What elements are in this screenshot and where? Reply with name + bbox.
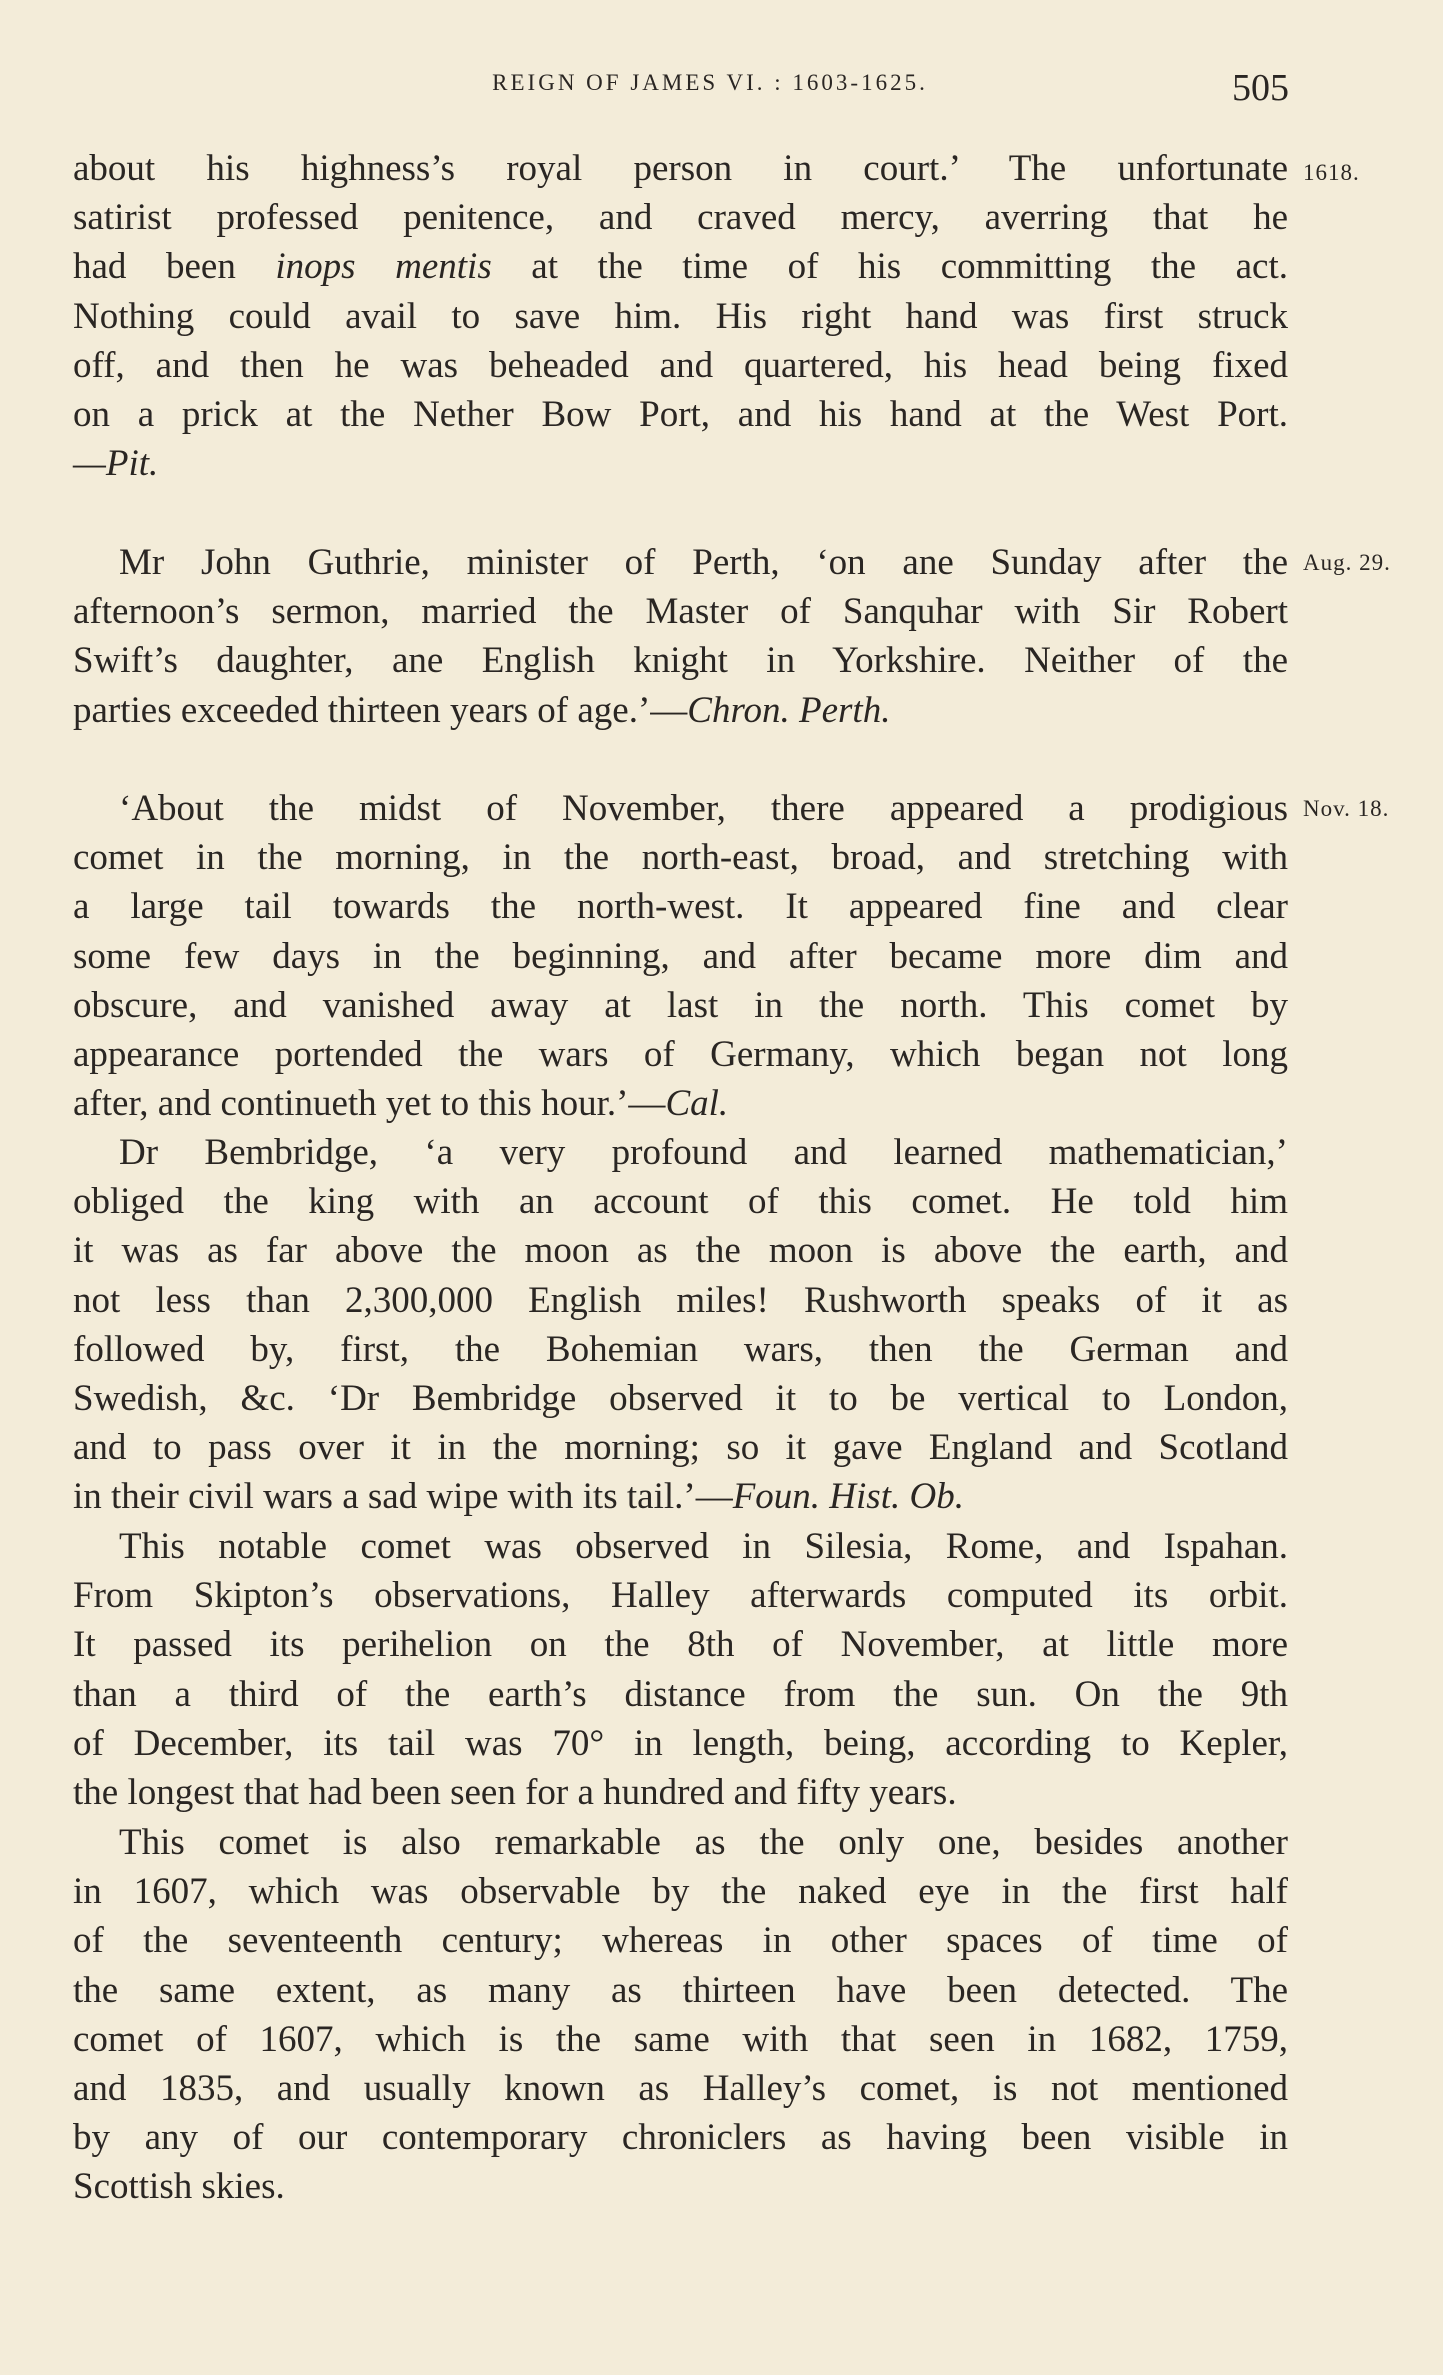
text-line: the same extent, as many as thirteen have been detected. The: [73, 1969, 1288, 2011]
text-line: Mr John Guthrie, minister of Perth, ‘on ane Sunday after the: [119, 542, 1288, 583]
margin-note-nov: Nov. 18.: [1303, 796, 1390, 821]
source-citation: Chron. Perth.: [687, 689, 891, 731]
text-line: of the seventeenth century; whereas in other spaces of time of: [73, 1920, 1288, 1962]
text-line: followed by, first, the Bohemian wars, then the German and: [73, 1328, 1288, 1370]
paragraph-3: [73, 784, 1288, 1128]
text-line: by any of our contemporary chroniclers as having been visible in: [73, 2117, 1288, 2159]
text-line: This comet is also remarkable as the only one, besides another: [119, 1822, 1288, 1863]
source-citation: Foun. Hist. Ob.: [732, 1476, 964, 1518]
text-line: of December, its tail was 70° in length, being, according to Kepler,: [73, 1722, 1288, 1764]
page-number: 505: [1232, 67, 1289, 109]
text-line: appearance portended the wars of Germany, which began not long: [73, 1034, 1288, 1076]
text-run: at the time of his committing the act.: [491, 246, 1289, 288]
text-line: about his highness’s royal person in court.’ The unfortunate: [73, 148, 1288, 189]
text-line: From Skipton’s observations, Halley afterwards computed its orbit.: [73, 1575, 1288, 1617]
text-line: satirist professed penitence, and craved mercy, averring that he: [73, 197, 1288, 239]
text-line: some few days in the beginning, and after became more dim and: [73, 935, 1288, 977]
text-line: afternoon’s sermon, married the Master of Sanquhar with Sir Robert: [73, 591, 1288, 633]
text-line: not less than 2,300,000 English miles! Rushworth speaks of it as: [73, 1279, 1288, 1321]
source-citation: Cal.: [665, 1083, 729, 1125]
paragraph-2: [73, 538, 1288, 735]
paragraph-5: [73, 1522, 1288, 1817]
text-line: comet in the morning, in the north-east, broad, and stretching with: [73, 837, 1288, 879]
text-line: the longest that had been seen for a hundred and fifty years.: [73, 1772, 957, 1814]
text-run: after, and continueth yet to this hour.’—: [73, 1083, 666, 1125]
italic-text: inops mentis: [275, 246, 492, 288]
text-line: [73, 242, 1288, 291]
text-line: on a prick at the Nether Bow Port, and his hand at the West Port.: [73, 394, 1288, 436]
text-line: Swedish, &c. ‘Dr Bembridge observed it to be vertical to London,: [73, 1378, 1288, 1420]
text-line: This notable comet was observed in Silesia, Rome, and Ispahan.: [119, 1526, 1288, 1567]
text-line: ‘About the midst of November, there appeared a prodigious: [119, 788, 1288, 829]
text-run: had been: [73, 246, 276, 288]
text-run: in their civil wars a sad wipe with its tail.’—: [73, 1476, 733, 1518]
text-line: Nothing could avail to save him. His right hand was first struck: [73, 295, 1288, 337]
text-line: [73, 1079, 1288, 1128]
paragraph-4: [73, 1128, 1288, 1522]
text-line: and 1835, and usually known as Halley’s comet, is not mentioned: [73, 2068, 1288, 2110]
text-line: it was as far above the moon as the moon is above the earth, and: [73, 1230, 1288, 1272]
margin-note-aug: Aug. 29.: [1303, 550, 1391, 575]
text-line: obscure, and vanished away at last in the north. This comet by: [73, 984, 1288, 1026]
text-line: [73, 439, 1288, 488]
text-line: It passed its perihelion on the 8th of November, at little more: [73, 1624, 1288, 1666]
text-line: off, and then he was beheaded and quartered, his head being fixed: [73, 344, 1288, 386]
text-line: and to pass over it in the morning; so it gave England and Scotland: [73, 1427, 1288, 1469]
margin-note-year: 1618.: [1303, 160, 1360, 185]
text-line: in 1607, which was observable by the naked eye in the first half: [73, 1871, 1288, 1913]
paragraph-1: [73, 144, 1288, 488]
text-run: parties exceeded thirteen years of age.’—: [73, 689, 688, 731]
text-line: Dr Bembridge, ‘a very profound and learned mathematician,’: [119, 1132, 1288, 1173]
text-line: Scottish skies.: [73, 2166, 285, 2208]
paragraph-6: [73, 1818, 1288, 2212]
running-head: REIGN OF JAMES VI. : 1603-1625.: [492, 70, 928, 95]
text-line: Swift’s daughter, ane English knight in Yorkshire. Neither of the: [73, 640, 1288, 682]
text-line: [73, 686, 1288, 735]
source-citation: —Pit.: [73, 443, 159, 485]
text-line: than a third of the earth’s distance from the sun. On the 9th: [73, 1673, 1288, 1715]
text-line: a large tail towards the north-west. It appeared fine and clear: [73, 886, 1288, 928]
text-line: comet of 1607, which is the same with that seen in 1682, 1759,: [73, 2018, 1288, 2060]
text-line: [73, 1472, 1288, 1521]
text-line: obliged the king with an account of this comet. He told him: [73, 1181, 1288, 1223]
